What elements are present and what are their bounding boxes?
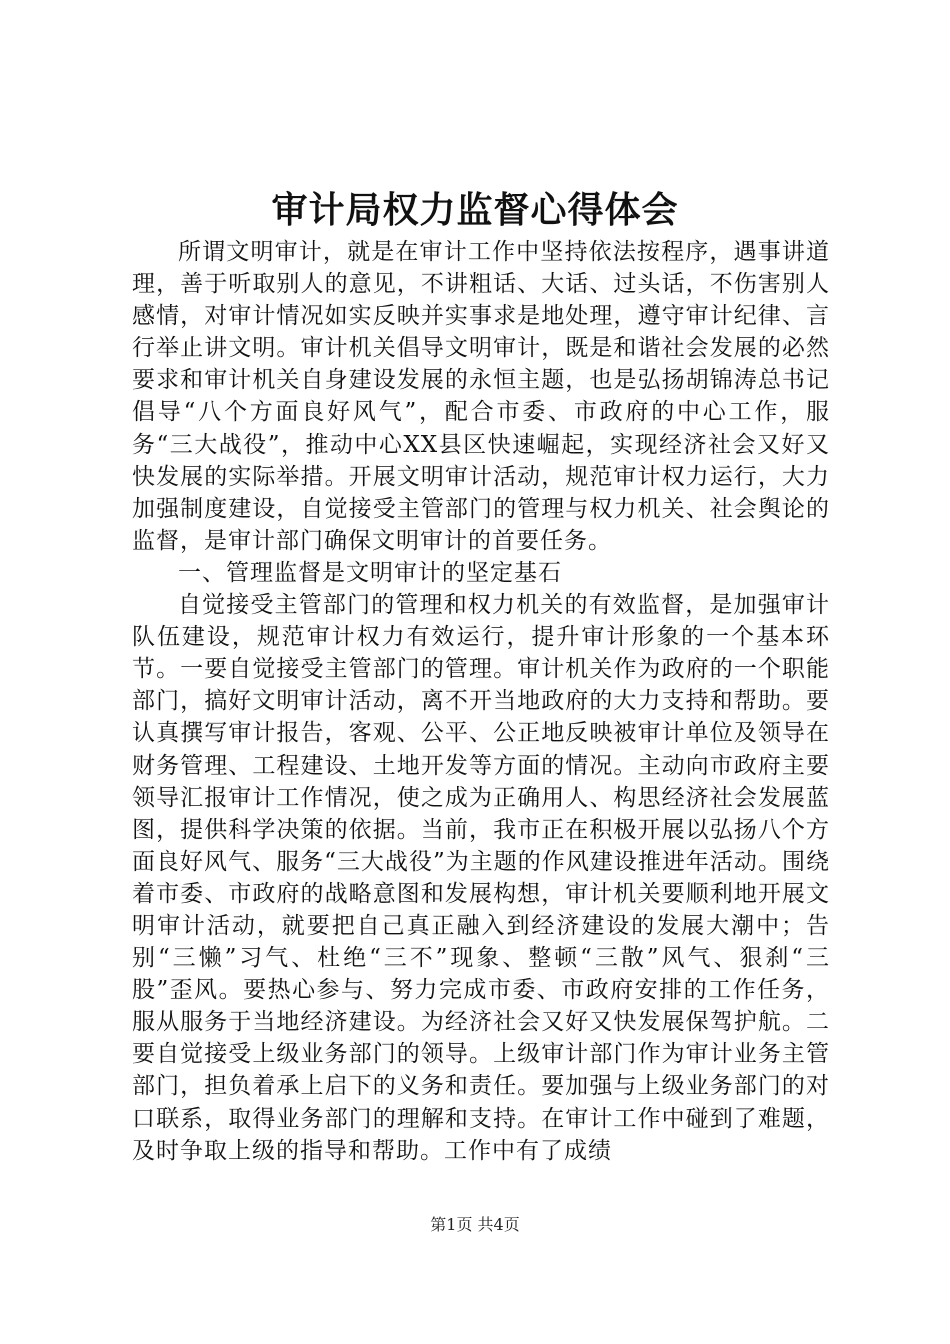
page-footer: 第1页 共4页 xyxy=(430,1215,520,1234)
paragraph-intro: 所谓文明审计，就是在审计工作中坚持依法按程序，遇事讲道理，善于听取别人的意见，不讲粗话、大话、过头话，不伤害别人感情，对审计情况如实反映并实事求是地处理，遵守审计纪律、言行举止讲文明。审计机关倡导文明审计，既是和谐社会发展的必然要求和审计机关自身建设发展的永恒主题，也是弘扬胡锦涛总书记倡导“八个方面良好风气”，配合市委、市政府的中心工作，服务“三大战役”，推动中心XX县区快速崛起，实现经济社会又好又快发展的实际举措。开展文明审计活动，规范审计权力运行，大力加强制度建设，自觉接受主管部门的管理与权力机关、社会舆论的监督，是审计部门确保文明审计的首要任务。 xyxy=(132,239,830,554)
paragraph-section-1: 自觉接受主管部门的管理和权力机关的有效监督，是加强审计队伍建设，规范审计权力有效运行，提升审计形象的一个基本环节。一要自觉接受主管部门的管理。审计机关作为政府的一个职能部门，搞好文明审计活动，离不开当地政府的大力支持和帮助。要认真撰写审计报告，客观、公平、公正地反映被审计单位及领导在财务管理、工程建设、土地开发等方面的情况。主动向市政府主要领导汇报审计工作情况，使之成为正确用人、构思经济社会发展蓝图，提供科学决策的依据。当前，我市正在积极开展以弘扬八个方面良好风气、服务“三大战役”为主题的作风建设推进年活动。围绕着市委、市政府的战略意图和发展构想，审计机关要顺利地开展文明审计活动，就要把自己真正融入到经济建设的发展大潮中；告别“三懒”习气、杜绝“三不”现象、整顿“三散”风气、狠刹“三股”歪风。要热心参与、努力完成市委、市政府安排的工作任务，服从服务于当地经济建设。为经济社会又好又快发展保驾护航。二要自觉接受上级业务部门的领导。上级审计部门作为审计业务主管部门，担负着承上启下的义务和责任。要加强与上级业务部门的对口联系，取得业务部门的理解和支持。在审计工作中碰到了难题，及时争取上级的指导和帮助。工作中有了成绩 xyxy=(132,592,830,1164)
section-heading-1: 一、管理监督是文明审计的坚定基石 xyxy=(178,559,562,586)
document-body xyxy=(132,236,830,1167)
document-title: 审计局权力监督心得体会 xyxy=(271,189,679,231)
